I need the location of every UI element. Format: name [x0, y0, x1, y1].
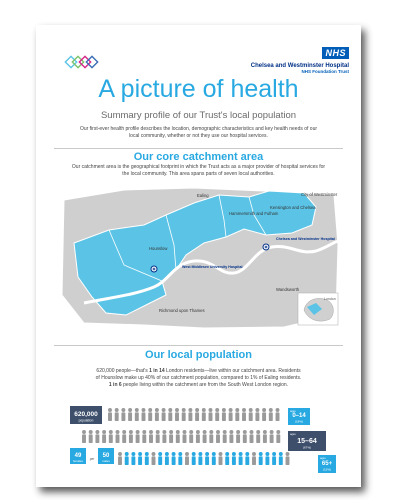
catchment-text: Our catchment area is the geographical footprint in which the Trust acts as a major provider of hospital services for the local community. This area spans parts of seven local authorities. — [71, 164, 326, 177]
person-icon — [128, 408, 132, 421]
person-icon — [243, 430, 247, 443]
female-label: females — [73, 459, 83, 463]
person-icon — [223, 430, 227, 443]
age-group-range: 65+ — [321, 461, 333, 467]
person-icon — [195, 408, 199, 421]
age-group-range: 0–14 — [292, 413, 306, 419]
person-icon — [245, 452, 249, 465]
divider — [54, 148, 343, 149]
population-text-part: 620,000 people—that's — [96, 368, 150, 374]
west-middlesex-marker — [151, 266, 157, 272]
person-icon — [169, 430, 173, 443]
page-title: A picture of health — [98, 75, 299, 103]
person-icon — [279, 452, 283, 465]
age-group-range: 15–64 — [297, 438, 317, 445]
person-icon — [255, 408, 259, 421]
population-text-part: London residents—live within our catchment area. Residents — [164, 368, 301, 374]
person-icon — [156, 430, 160, 443]
person-icon — [205, 452, 209, 465]
total-population-label: population — [78, 418, 94, 423]
person-icon — [89, 430, 93, 443]
person-icon — [262, 408, 266, 421]
person-icon — [125, 452, 129, 465]
person-icon — [149, 430, 153, 443]
person-icon — [182, 408, 186, 421]
person-icon — [215, 408, 219, 421]
population-infographic — [54, 398, 343, 487]
person-icon — [286, 452, 290, 465]
page-subtitle: Summary profile of our Trust's local population — [100, 110, 297, 121]
label-wandsworth: Wandsworth — [276, 287, 300, 292]
person-icon — [263, 430, 267, 443]
per-label: per — [89, 457, 95, 461]
person-icon — [172, 452, 176, 465]
person-icon — [259, 452, 263, 465]
person-icon — [138, 452, 142, 465]
total-population-value: 620,000 — [74, 411, 98, 418]
intro-text: Our first-ever health profile describes the location, demographic characteristics and key health needs of our local community, whether or not they use our hospital services. — [79, 126, 318, 139]
person-icon — [242, 408, 246, 421]
person-icon — [192, 452, 196, 465]
person-icon — [225, 452, 229, 465]
person-icon — [168, 408, 172, 421]
person-icon — [116, 430, 120, 443]
ages-label: ages — [320, 457, 326, 460]
person-icon — [203, 430, 207, 443]
person-icon — [115, 408, 119, 421]
ages-label: ages — [290, 433, 296, 436]
person-icon — [276, 430, 280, 443]
person-icon — [145, 452, 149, 465]
person-icon — [152, 452, 156, 465]
person-icon — [135, 408, 139, 421]
person-icon — [229, 430, 233, 443]
person-icon — [129, 430, 133, 443]
label-richmond: Richmond upon Thames — [159, 308, 205, 313]
person-icon — [209, 430, 213, 443]
london-inset-map — [298, 293, 338, 325]
population-highlight: 1 in 14 — [149, 368, 165, 374]
person-icon — [229, 408, 233, 421]
person-icon — [235, 408, 239, 421]
person-icon — [148, 408, 152, 421]
population-text-part: of Hounslow make up 40% of our catchment population, compared to 1% of Ealing residents. — [95, 375, 302, 381]
label-west-middlesex: West Middlesex University Hospital — [182, 265, 243, 269]
person-icon — [131, 452, 135, 465]
person-icon — [142, 430, 146, 443]
person-icon — [175, 408, 179, 421]
person-icon — [232, 452, 236, 465]
people-icons-grey — [82, 408, 280, 443]
population-heading: Our local population — [145, 349, 252, 361]
person-icon — [178, 452, 182, 465]
person-icon — [176, 430, 180, 443]
person-icon — [269, 408, 273, 421]
person-icon — [82, 430, 86, 443]
person-icon — [102, 430, 106, 443]
person-icon — [188, 408, 192, 421]
label-westminster: City of Westminster — [301, 192, 338, 197]
document-page — [36, 25, 361, 487]
trust-logo-icon — [64, 55, 100, 71]
person-icon — [236, 430, 240, 443]
person-icon — [109, 430, 113, 443]
label-hammersmith: Hammersmith and Fulham — [229, 211, 279, 216]
person-icon — [136, 430, 140, 443]
nhs-trust-logo — [251, 43, 349, 74]
person-icon — [216, 430, 220, 443]
label-chelsea-hospital: Chelsea and Westminster Hospital — [276, 237, 335, 241]
person-icon — [272, 452, 276, 465]
nhs-badge: NHS — [322, 47, 349, 59]
population-highlight: 1 in 6 — [108, 382, 122, 388]
person-icon — [239, 452, 243, 465]
person-icon — [219, 452, 223, 465]
person-icon — [189, 430, 193, 443]
label-london: London — [324, 297, 336, 301]
person-icon — [121, 408, 125, 421]
divider — [54, 345, 343, 346]
person-icon — [196, 430, 200, 443]
person-icon — [185, 452, 189, 465]
trust-name: Chelsea and Westminster Hospital — [250, 63, 349, 69]
person-icon — [155, 408, 159, 421]
person-icon — [276, 408, 280, 421]
person-icon — [108, 408, 112, 421]
person-icon — [95, 430, 99, 443]
person-icon — [118, 452, 122, 465]
person-icon — [162, 430, 166, 443]
person-icon — [256, 430, 260, 443]
label-ealing: Ealing — [197, 193, 209, 198]
person-icon — [183, 430, 187, 443]
person-icon — [198, 452, 202, 465]
person-icon — [249, 408, 253, 421]
person-icon — [122, 430, 126, 443]
person-icon — [252, 452, 256, 465]
age-group-pct: (15%) — [322, 467, 332, 472]
person-icon — [158, 452, 162, 465]
male-label: males — [102, 459, 110, 463]
person-icon — [265, 452, 269, 465]
people-icons-blue — [118, 452, 289, 465]
person-icon — [222, 408, 226, 421]
ages-label: ages — [290, 410, 296, 413]
label-hounslow: Hounslow — [149, 246, 168, 251]
catchment-map — [54, 185, 343, 330]
age-group-pct: (67%) — [302, 445, 312, 450]
person-icon — [270, 430, 274, 443]
person-icon — [212, 452, 216, 465]
person-icon — [162, 408, 166, 421]
label-kensington: Kensington and Chelsea — [270, 205, 316, 210]
person-icon — [202, 408, 206, 421]
person-icon — [165, 452, 169, 465]
male-value: 50 — [102, 453, 110, 459]
trust-subtitle: NHS Foundation Trust — [301, 69, 349, 74]
chelsea-hospital-marker — [263, 244, 269, 250]
person-icon — [209, 408, 213, 421]
population-text-part: people living within the catchment are from the South West London region. — [121, 382, 289, 388]
person-icon — [142, 408, 146, 421]
female-value: 49 — [74, 453, 82, 459]
age-group-pct: (18%) — [294, 419, 304, 424]
population-text — [71, 368, 326, 389]
catchment-heading: Our core catchment area — [133, 151, 264, 163]
person-icon — [250, 430, 254, 443]
